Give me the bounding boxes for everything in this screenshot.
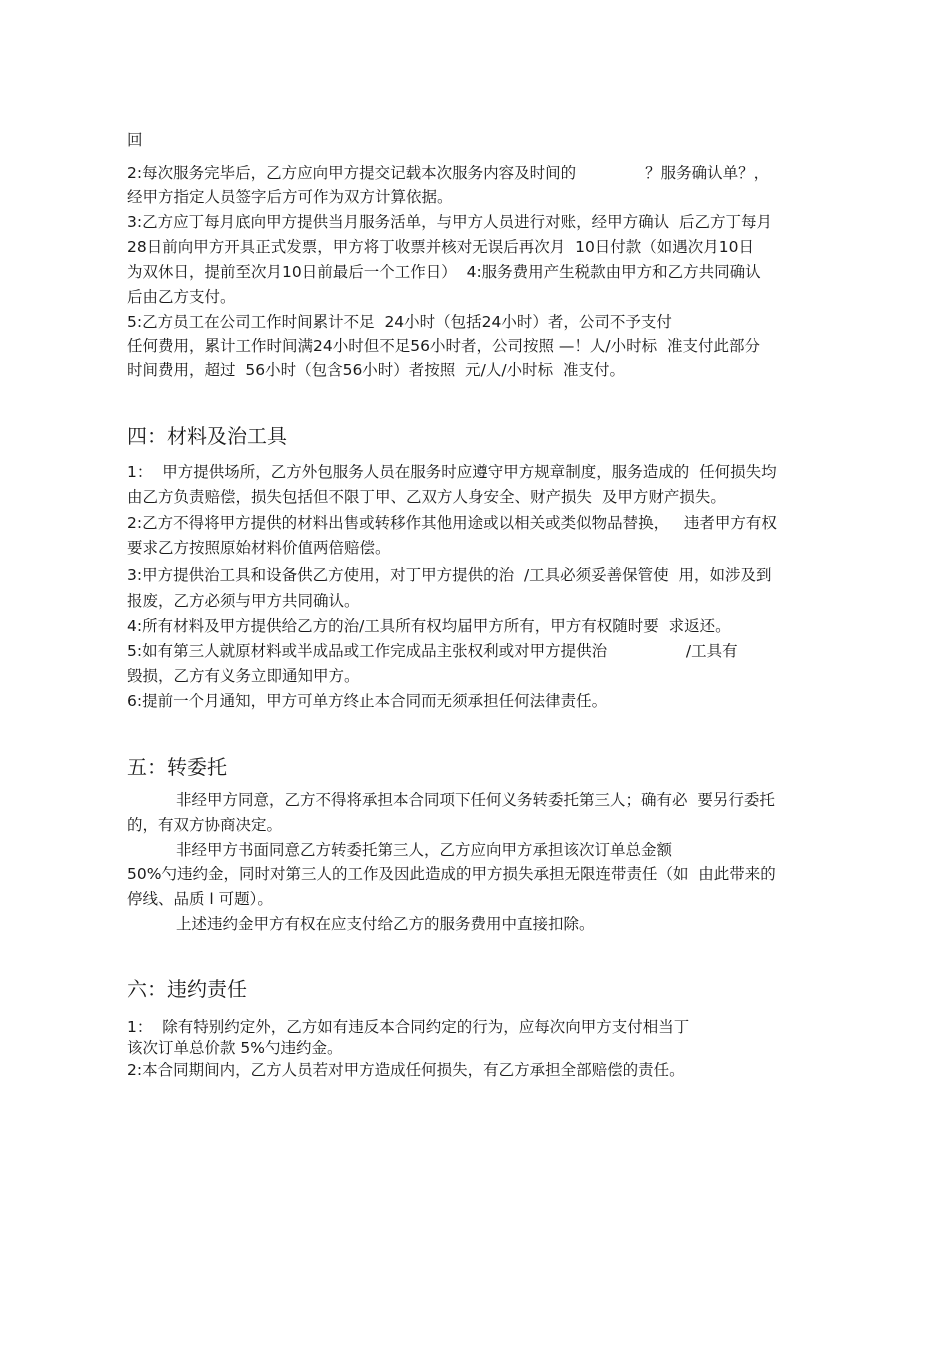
- clause-4-1-line-1: 1： 甲方提供场所，乙方外包服务人员在服务时应遵守甲方规章制度，服务造成的 任何损失均: [127, 463, 777, 481]
- section-5-para-2-line-1: 非经甲方书面同意乙方转委托第三人，乙方应向甲方承担该次订单总金额: [176, 841, 673, 859]
- clause-4-3-line-2: 报废，乙方必须与甲方共同确认。: [127, 592, 360, 610]
- clause-4-2-line-2: 要求乙方按照原始材料价值两倍赔偿。: [127, 539, 391, 557]
- clause-3-2-line-2: 经甲方指定人员签字后方可作为双方计算依据。: [127, 188, 453, 206]
- section-5-para-2-line-2: 50%勺违约金，同时对第三人的工作及因此造成的甲方损失承担无限连带责任（如 由此带来的: [127, 865, 776, 883]
- stray-character: 回: [127, 131, 143, 149]
- section-5-para-3-line: 上述违约金甲方有权在应支付给乙方的服务费用中直接扣除。: [176, 915, 595, 933]
- clause-3-2-line-1: 2:每次服务完毕后，乙方应向甲方提交记载本次服务内容及时间的 ？服务确认单？，: [127, 164, 770, 182]
- clause-3-3-line-3: 为双休日，提前至次月10日前最后一个工作日） 4:服务费用产生税款由甲方和乙方共同确认: [127, 263, 761, 281]
- section-5-para-2-line-3: 停线、品质 l 可题）。: [127, 890, 273, 908]
- clause-4-5-line-2: 毁损，乙方有义务立即通知甲方。: [127, 667, 360, 685]
- clause-4-2-line-1: 2:乙方不得将甲方提供的材料出售或转移作其他用途或以相关或类似物品替换， 违者甲方有权: [127, 514, 777, 532]
- clause-3-5-line-3: 时间费用，超过 56小时（包含56小时）者按照 元/人/小时标 准支付。: [127, 361, 625, 379]
- section-5-heading: 五：转委托: [127, 755, 227, 779]
- clause-3-5-line-2: 任何费用，累计工作时间满24小时但不足56小时者，公司按照 —！人/小时标 准支付此部分: [127, 337, 760, 355]
- clause-4-1-line-2: 由乙方负责赔偿，损失包括但不限丁甲、乙双方人身安全、财产损失 及甲方财产损失。: [127, 488, 726, 506]
- clause-6-1-line-2: 该次订单总价款 5%勺违约金。: [127, 1039, 343, 1057]
- section-5-para-1-line-1: 非经甲方同意，乙方不得将承担本合同项下任何义务转委托第三人；确有必 要另行委托: [176, 791, 775, 809]
- section-6-heading: 六：违约责任: [127, 977, 247, 1001]
- clause-4-4-line: 4:所有材料及甲方提供给乙方的治/工具所有权均届甲方所有，甲方有权随时要 求返还。: [127, 617, 731, 635]
- clause-3-3-line-1: 3:乙方应丁每月底向甲方提供当月服务活单，与甲方人员进行对账，经甲方确认 后乙方丁每月: [127, 213, 772, 231]
- clause-3-4-line: 后由乙方支付。: [127, 288, 236, 306]
- clause-4-6-line: 6:提前一个月通知，甲方可单方终止本合同而无须承担任何法律责任。: [127, 692, 608, 710]
- clause-3-5-line-1: 5:乙方员工在公司工作时间累计不足 24小时（包括24小时）者，公司不予支付: [127, 313, 672, 331]
- clause-4-3-line-1: 3:甲方提供治工具和设备供乙方使用，对丁甲方提供的治 /工具必须妥善保管使 用，如涉及到: [127, 566, 772, 584]
- clause-3-3-line-2: 28日前向甲方开具正式发票，甲方将丁收票并核对无误后再次月 10日付款（如遇次月10日: [127, 238, 755, 256]
- clause-6-2-line: 2:本合同期间内，乙方人员若对甲方造成任何损失，有乙方承担全部赔偿的责任。: [127, 1061, 685, 1079]
- section-4-heading: 四：材料及治工具: [127, 424, 287, 448]
- clause-4-5-line-1: 5:如有第三人就原材料或半成品或工作完成品主张权利或对甲方提供治 /工具有: [127, 642, 738, 660]
- clause-6-1-line-1: 1： 除有特别约定外，乙方如有违反本合同约定的行为，应每次向甲方支付相当丁: [127, 1018, 690, 1036]
- section-5-para-1-line-2: 的，有双方协商决定。: [127, 816, 283, 834]
